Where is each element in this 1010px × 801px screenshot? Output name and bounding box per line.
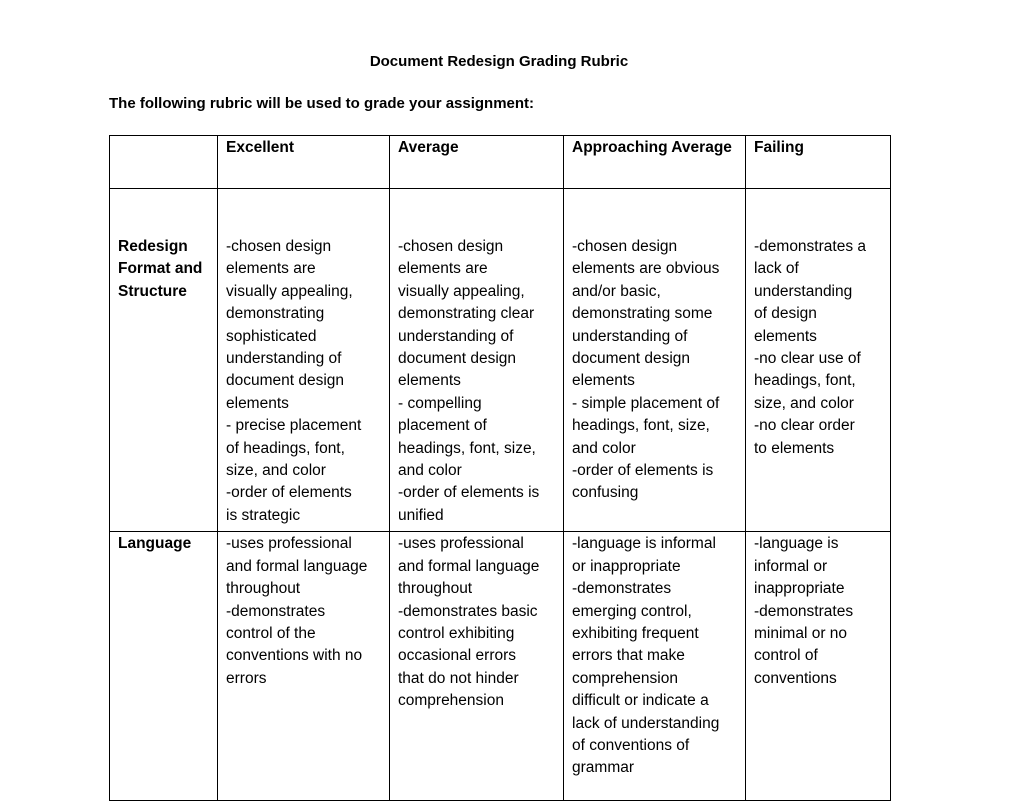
row-header-redesign <box>110 189 218 532</box>
table-row-language <box>110 532 891 801</box>
cell-language-average <box>390 532 564 801</box>
column-label: Excellent <box>226 139 295 156</box>
table-row-redesign-format-structure <box>110 189 891 532</box>
cell-text: -language is informal or inappropriate -demonstrates minimal or no control of conventions <box>754 535 854 687</box>
cell-text: -demonstrates a lack of understanding of design elements -no clear use of headings, font, size, and color -no clear order to elements <box>754 238 866 457</box>
column-header-failing <box>746 136 891 189</box>
column-label: Approaching Average <box>572 139 732 156</box>
corner-cell <box>110 136 218 189</box>
column-label: Average <box>398 139 459 156</box>
header-row <box>110 136 891 189</box>
column-header-excellent <box>218 136 390 189</box>
row-header-language <box>110 532 218 801</box>
cell-language-excellent <box>218 532 390 801</box>
cell-text: -uses professional and formal language throughout -demonstrates basic control exhibiting occasional errors that do not hinder comprehension <box>398 535 540 710</box>
column-header-average <box>390 136 564 189</box>
intro-text: The following rubric will be used to grade your assignment: <box>109 95 535 112</box>
column-label: Failing <box>754 139 804 156</box>
cell-language-failing <box>746 532 891 801</box>
cell-redesign-failing <box>746 189 891 532</box>
cell-redesign-excellent <box>218 189 390 532</box>
row-label: Language <box>118 535 192 553</box>
cell-redesign-approaching-average <box>564 189 746 532</box>
cell-language-approaching-average <box>564 532 746 801</box>
column-header-approaching-average <box>564 136 746 189</box>
rubric-table <box>109 135 891 801</box>
cell-text: -uses professional and formal language throughout -demonstrates control of the conventions with no errors <box>226 535 368 687</box>
cell-text: -chosen design elements are visually appealing, demonstrating sophisticated understanding of document design elements - precise placement of headings, font, size, and color -order of elements is strategic <box>226 238 362 524</box>
row-label: Redesign Format and Structure <box>118 238 203 300</box>
cell-text: -chosen design elements are obvious and/or basic, demonstrating some understanding of document design elements - simple placement of headings, font, size, and color -order of elements is confusing <box>572 238 720 502</box>
document-title: Document Redesign Grading Rubric <box>369 53 629 70</box>
cell-redesign-average <box>390 189 564 532</box>
cell-text: -chosen design elements are visually appealing, demonstrating clear understanding of document design elements - compelling placement of headings, font, size, and color -order of elements is unified <box>398 238 540 524</box>
cell-text: -language is informal or inappropriate -demonstrates emerging control, exhibiting frequent errors that make comprehension difficult or indicate a lack of understanding of conventions of grammar <box>572 535 720 777</box>
